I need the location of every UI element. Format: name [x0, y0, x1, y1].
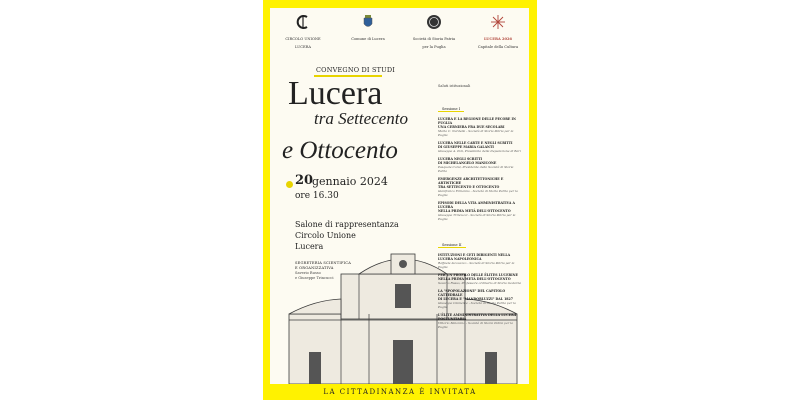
talk-title: DI GIUSEPPE MARIA GALANTI: [438, 145, 494, 149]
secretariat-name: Saverio Russo: [295, 271, 321, 275]
program: [438, 84, 522, 333]
talk-title: LUCERA E LA REGIONE DELLE PECORE IN PUGLIA: [438, 117, 516, 125]
talk-author: Giuseppe Clemente - Società di Storia Patria per la Puglia: [438, 301, 516, 309]
secretariat-heading: E ORGANIZZATIVA: [295, 266, 334, 270]
talk-item: [438, 141, 522, 153]
logo-storia-patria: [404, 14, 464, 49]
event-title-line3: e Ottocento: [282, 137, 398, 164]
venue-line: Lucera: [295, 242, 324, 251]
logo-subcaption: Capitale della Cultura: [477, 44, 519, 49]
logo-caption: Comune di Lucera: [351, 37, 385, 41]
event-title: Lucera: [288, 75, 383, 112]
logo-lucera-2026: [468, 14, 528, 49]
talk-title: NELLA PRIMA METÀ DELL'OTTOCENTO: [438, 277, 511, 281]
talk-title: L'ÉLITE AMMINISTRATIVA DELLA LUCERA POSTUNITARIA: [438, 313, 517, 321]
talk-title: TRA SETTECENTO E OTTOCENTO: [438, 185, 500, 189]
logo-subcaption: LUCERA: [295, 44, 311, 49]
talk-title: NELLA PRIMA METÀ DELL'OTTOCENTO: [438, 209, 511, 213]
venue-line: Circolo Unione: [295, 231, 356, 240]
talk-title: EPISODI DELLA VITA AMMINISTRATIVA A LUCERA: [438, 201, 515, 209]
event-day: 20: [295, 173, 314, 188]
talk-author: Gianfranco Ermanno - Società di Storia Patria per la Puglia: [438, 189, 518, 197]
secretariat-heading: SEGRETERIA SCIENTIFICA: [295, 261, 352, 265]
talk-author: Giuseppe A. Poli, Presidente della Deputazione di Bari: [438, 149, 521, 153]
logo-caption: CIRCOLO UNIONE: [285, 37, 321, 41]
invitation-footer: LA CITTADINANZA È INVITATA: [323, 388, 477, 396]
talk-item: [438, 273, 522, 285]
secretariat-name: e Giuseppe Trincucci: [295, 276, 334, 280]
event-month-year: gennaio 2024: [312, 175, 388, 188]
program-heading: Saluti istituzionali: [438, 84, 471, 88]
talk-item: [438, 201, 522, 221]
logo-caption: LUCERA 2026: [483, 37, 513, 41]
poster-content: [270, 8, 529, 384]
coat-of-arms-icon: [360, 14, 376, 30]
talk-item: [438, 117, 522, 137]
session-talks: [438, 253, 522, 329]
talk-title: PER UN PROFILO DELLE ÉLITES LUCERINE: [438, 273, 518, 277]
event-time: ore 16.30: [295, 191, 339, 201]
talk-author: Vittorio Maiorano - Società di Storia Patria per la Puglia: [438, 321, 514, 329]
logo-circolo-unione: [273, 14, 333, 49]
logo-comune: [338, 14, 398, 42]
talk-title: EMERGENZE ARCHITETTONICHE E ARTISTICHE: [438, 177, 504, 185]
talk-title: ISTITUZIONI E CETI DIRIGENTI NELLA LUCERA NAPOLEONICA: [438, 253, 511, 261]
talk-title: LUCERA NELLE CARTE E NEGLI SCRITTI: [438, 141, 513, 145]
talk-author: Giuseppe Trincucci - Società di Storia Patria per la Puglia: [438, 213, 516, 221]
logo-subcaption: per la Puglia: [422, 44, 446, 49]
talk-title: LA "SPOPOLAZIONE" DEL CAPITOLO CATTEDRALE: [438, 289, 506, 297]
talk-author: Raffaele Iacovazzo - Società di Storia Patria per la Puglia: [438, 261, 515, 269]
session-talks: [438, 117, 522, 221]
event-subtitle: CONVEGNO DI STUDI: [316, 66, 395, 74]
talk-title: DI MICHELANGELO MANICONE: [438, 161, 497, 165]
circolo-unione-icon: [295, 14, 311, 30]
talk-author: Saverio Russo, Professore ordinario di Storia moderna: [438, 281, 522, 285]
talk-title: DI LUCERA E "MANDORLUZZI" DAL 1827: [438, 297, 513, 301]
venue-line: Salone di rappresentanza: [295, 220, 399, 229]
talk-item: [438, 177, 522, 197]
logo-row: [270, 14, 529, 54]
talk-item: [438, 313, 522, 329]
session-label: Sessione II: [438, 243, 466, 248]
talk-title: LUCERA NEGLI SCRITTI: [438, 157, 483, 161]
session-label: Sessione I: [438, 107, 464, 112]
star-burst-icon: [490, 14, 506, 30]
talk-title: UNA CERNIERA FRA DUE SECOLARI: [438, 125, 505, 129]
date-bullet: [286, 181, 293, 188]
event-title-line2: tra Settecento: [314, 109, 408, 128]
talk-author: Pasquale Corsi, Presidente della Società di Storia Patria: [438, 165, 514, 173]
talk-item: [438, 289, 522, 309]
talk-author: Maria C. Nardella - Società di Storia Patria per la Puglia: [438, 129, 514, 137]
talk-item: [438, 253, 522, 269]
logo-caption: Società di Storia Patria: [412, 37, 456, 41]
talk-item: [438, 157, 522, 173]
seal-icon: [426, 14, 442, 30]
